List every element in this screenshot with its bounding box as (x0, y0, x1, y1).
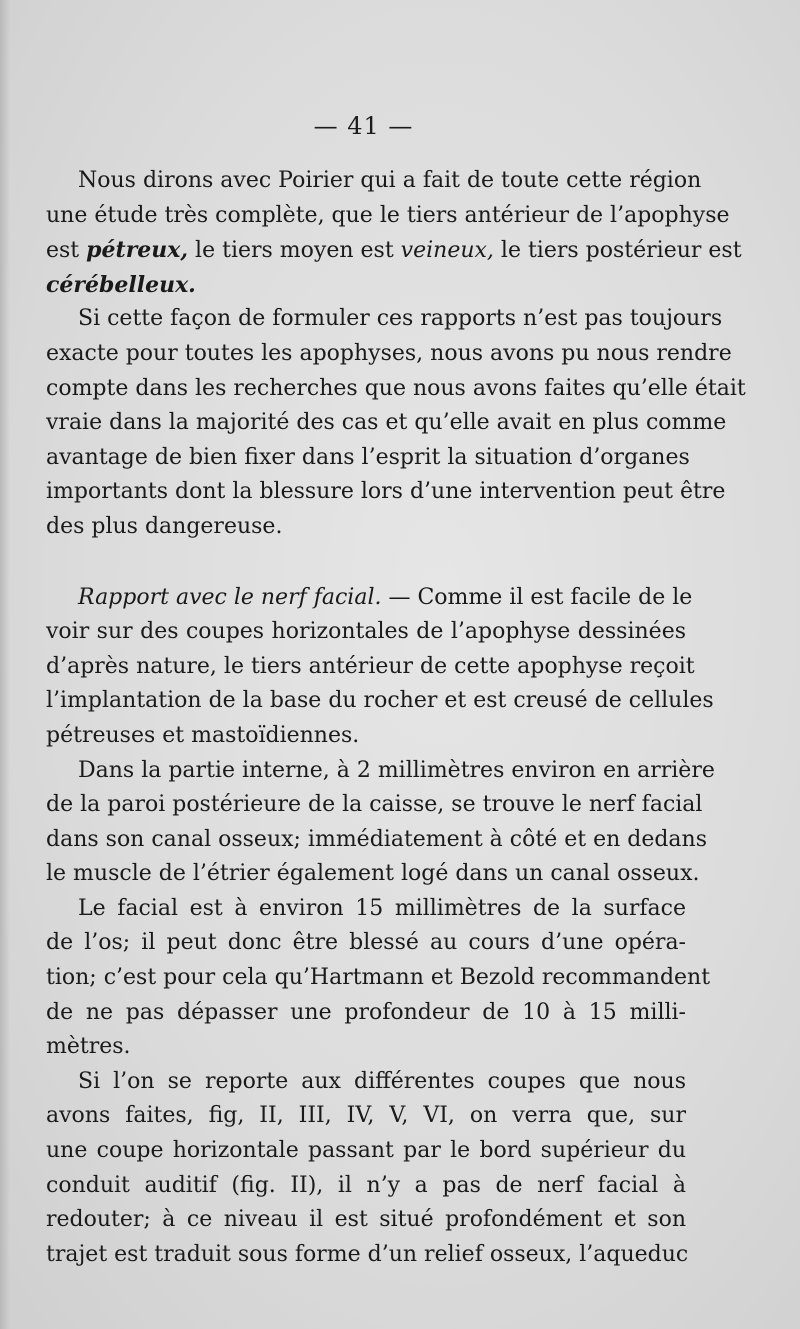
emphasis-petreux: pétreux, (86, 237, 189, 264)
text-line: pétreuses et mastoïdiennes. (46, 722, 360, 748)
section-heading-rapport-nerf-facial: Rapport avec le nerf facial. (78, 584, 382, 610)
page-edge-shadow (0, 0, 10, 1329)
text-line: voir sur des coupes horizontales de l’apophyse dessinées (46, 619, 686, 645)
text-line: Si cette façon de formuler ces rapports n’est pas toujours (78, 306, 723, 332)
text-line: des plus dangereuse. (46, 513, 283, 539)
text-line: une coupe horizontale passant par le bord supérieur du (46, 1138, 686, 1164)
text-line: tion; c’est pour cela qu’Hartmann et Bezold recommandent (46, 965, 711, 991)
body-text (46, 164, 746, 1272)
text-run: le tiers postérieur est (493, 238, 742, 264)
text-line (46, 233, 742, 268)
text-line: dans son canal osseux; immédiatement à côté et en dedans (46, 826, 708, 852)
text-line: de ne pas dépasser une profondeur de 10 à 15 milli- (46, 999, 686, 1025)
text-line: une étude très complète, que le tiers antérieur de l’apophyse (46, 202, 730, 228)
paragraph-4 (46, 754, 715, 892)
page-number: — 41 — (313, 112, 414, 140)
text-line: trajet est traduit sous forme d’un relief osseux, l’aqueduc (46, 1241, 689, 1267)
text-line: Nous dirons avec Poirier qui a fait de toute cette région (78, 168, 702, 193)
text-line: d’après nature, le tiers antérieur de cette apophyse reçoit (46, 653, 695, 679)
paragraph-5 (46, 892, 711, 1065)
text-line: le muscle de l’étrier également logé dans un canal osseux. (46, 861, 700, 887)
text-line: de la paroi postérieure de la caisse, se trouve le nerf facial (46, 792, 703, 818)
text-line: Le facial est à environ 15 millimètres de la surface (78, 895, 686, 921)
emphasis-cerebelleux: cérébelleux. (46, 271, 196, 298)
text-line (46, 581, 693, 616)
text-run: — Comme il est facile de le (381, 584, 693, 610)
text-line: vraie dans la majorité des cas et qu’elle avait en plus comme (46, 410, 727, 436)
text-line: Si l’on se reporte aux différentes coupes que nous (78, 1068, 686, 1094)
paragraph-1 (46, 164, 742, 302)
emphasis-veineux: veineux, (400, 238, 494, 264)
text-line: avantage de bien fixer dans l’esprit la situation d’organes (46, 444, 690, 470)
paragraph-2 (46, 302, 746, 544)
text-line (46, 268, 686, 303)
text-line: Dans la partie interne, à 2 millimètres environ en arrière (78, 757, 715, 783)
text-run: le tiers moyen est (188, 238, 401, 264)
section-gap (46, 545, 686, 581)
text-line: importants dont la blessure lors d’une intervention peut être (46, 479, 726, 505)
text-line: de l’os; il peut donc être blessé au cours d’une opéra- (46, 930, 686, 956)
text-line: exacte pour toutes les apophyses, nous avons pu nous rendre (46, 340, 732, 366)
text-line: compte dans les recherches que nous avons faites qu’elle était (46, 375, 746, 401)
paragraph-6 (46, 1065, 689, 1273)
text-line: l’implantation de la base du rocher et est creusé de cellules (46, 688, 714, 714)
text-run: est (46, 238, 87, 264)
paragraph-3 (46, 581, 714, 754)
text-line: conduit auditif (fig. II), il n’y a pas de nerf facial à (46, 1172, 686, 1198)
text-line: mètres. (46, 1034, 131, 1060)
text-line: redouter; à ce niveau il est situé profondément et son (46, 1207, 686, 1233)
text-line: avons faites, fig, II, III, IV, V, VI, on verra que, sur (46, 1103, 686, 1129)
